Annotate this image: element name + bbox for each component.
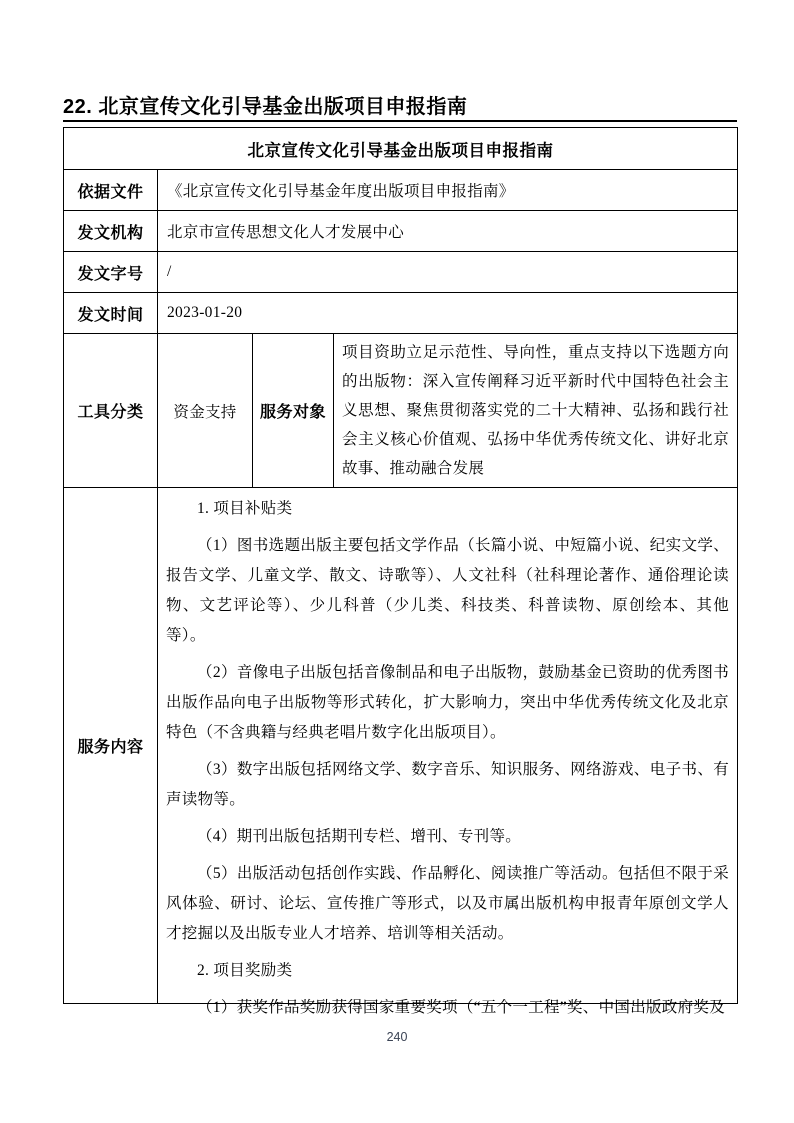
table-row xyxy=(64,488,738,1004)
row-value-issue-date: 2023-01-20 xyxy=(158,293,738,334)
row-label-issue-date: 发文时间 xyxy=(64,293,158,334)
table-header-row xyxy=(64,128,738,170)
table-row xyxy=(64,252,738,293)
service-content-body xyxy=(158,488,737,1016)
row-value-service-target: 项目资助立足示范性、导向性，重点支持以下选题方向的出版物：深入宣传阐释习近平新时代中国特色社会主义思想、聚焦贯彻落实党的二十大精神、弘扬和践行社会主义核心价值观、弘扬中华优秀传统文化、讲好北京故事、推动融合发展 xyxy=(334,334,738,488)
service-paragraph: （3）数字出版包括网络文学、数字音乐、知识服务、网络游戏、电子书、有声读物等。 xyxy=(166,761,729,808)
table-row xyxy=(64,334,738,488)
table-row xyxy=(64,170,738,211)
row-value-tool-category: 资金支持 xyxy=(158,334,253,488)
service-paragraph: （5）出版活动包括创作实践、作品孵化、阅读推广等活动。包括但不限于采风体验、研讨、论坛、宣传推广等形式，以及市属出版机构申报青年原创文学人才挖掘以及出版专业人才培养、培训等相关活动。 xyxy=(166,865,729,942)
service-paragraph: （1）获奖作品奖励获得国家重要奖项（“五个一工程”奖、中国出版政府奖及 xyxy=(197,999,726,1016)
table-title: 北京宣传文化引导基金出版项目申报指南 xyxy=(64,128,738,170)
row-label-service-target: 服务对象 xyxy=(253,334,334,488)
row-value-issuing-agency: 北京市宣传思想文化人才发展中心 xyxy=(158,211,738,252)
row-label-issuing-agency: 发文机构 xyxy=(64,211,158,252)
row-value-basis-document: 《北京宣传文化引导基金年度出版项目申报指南》 xyxy=(158,170,738,211)
row-label-document-number: 发文字号 xyxy=(64,252,158,293)
service-paragraph: 2. 项目奖励类 xyxy=(197,962,293,979)
service-paragraph: （1）图书选题出版主要包括文学作品（长篇小说、中短篇小说、纪实文学、报告文学、儿童文学、散文、诗歌等）、人文社科（社科理论著作、通俗理论读物、文艺评论等）、少儿科普（少儿类、科技类、科普读物、原创绘本、其他等）。 xyxy=(166,537,729,644)
service-paragraph: 1. 项目补贴类 xyxy=(197,500,293,517)
row-value-service-content xyxy=(158,488,738,1016)
table-row xyxy=(64,293,738,334)
row-label-tool-category: 工具分类 xyxy=(64,334,158,488)
page-title: 22. 北京宣传文化引导基金出版项目申报指南 xyxy=(63,95,737,122)
table-row xyxy=(64,211,738,252)
row-label-service-content: 服务内容 xyxy=(64,488,158,1004)
page-number: 240 xyxy=(386,1030,408,1044)
row-value-document-number: / xyxy=(158,252,738,293)
row-label-basis-document: 依据文件 xyxy=(64,170,158,211)
info-table xyxy=(63,127,738,1016)
service-paragraph: （4）期刊出版包括期刊专栏、增刊、专刊等。 xyxy=(197,828,522,845)
service-paragraph: （2）音像电子出版包括音像制品和电子出版物，鼓励基金已资助的优秀图书出版作品向电子出版物等形式转化，扩大影响力，突出中华优秀传统文化及北京特色（不含典籍与经典老唱片数字化出版项目）。 xyxy=(166,664,729,741)
